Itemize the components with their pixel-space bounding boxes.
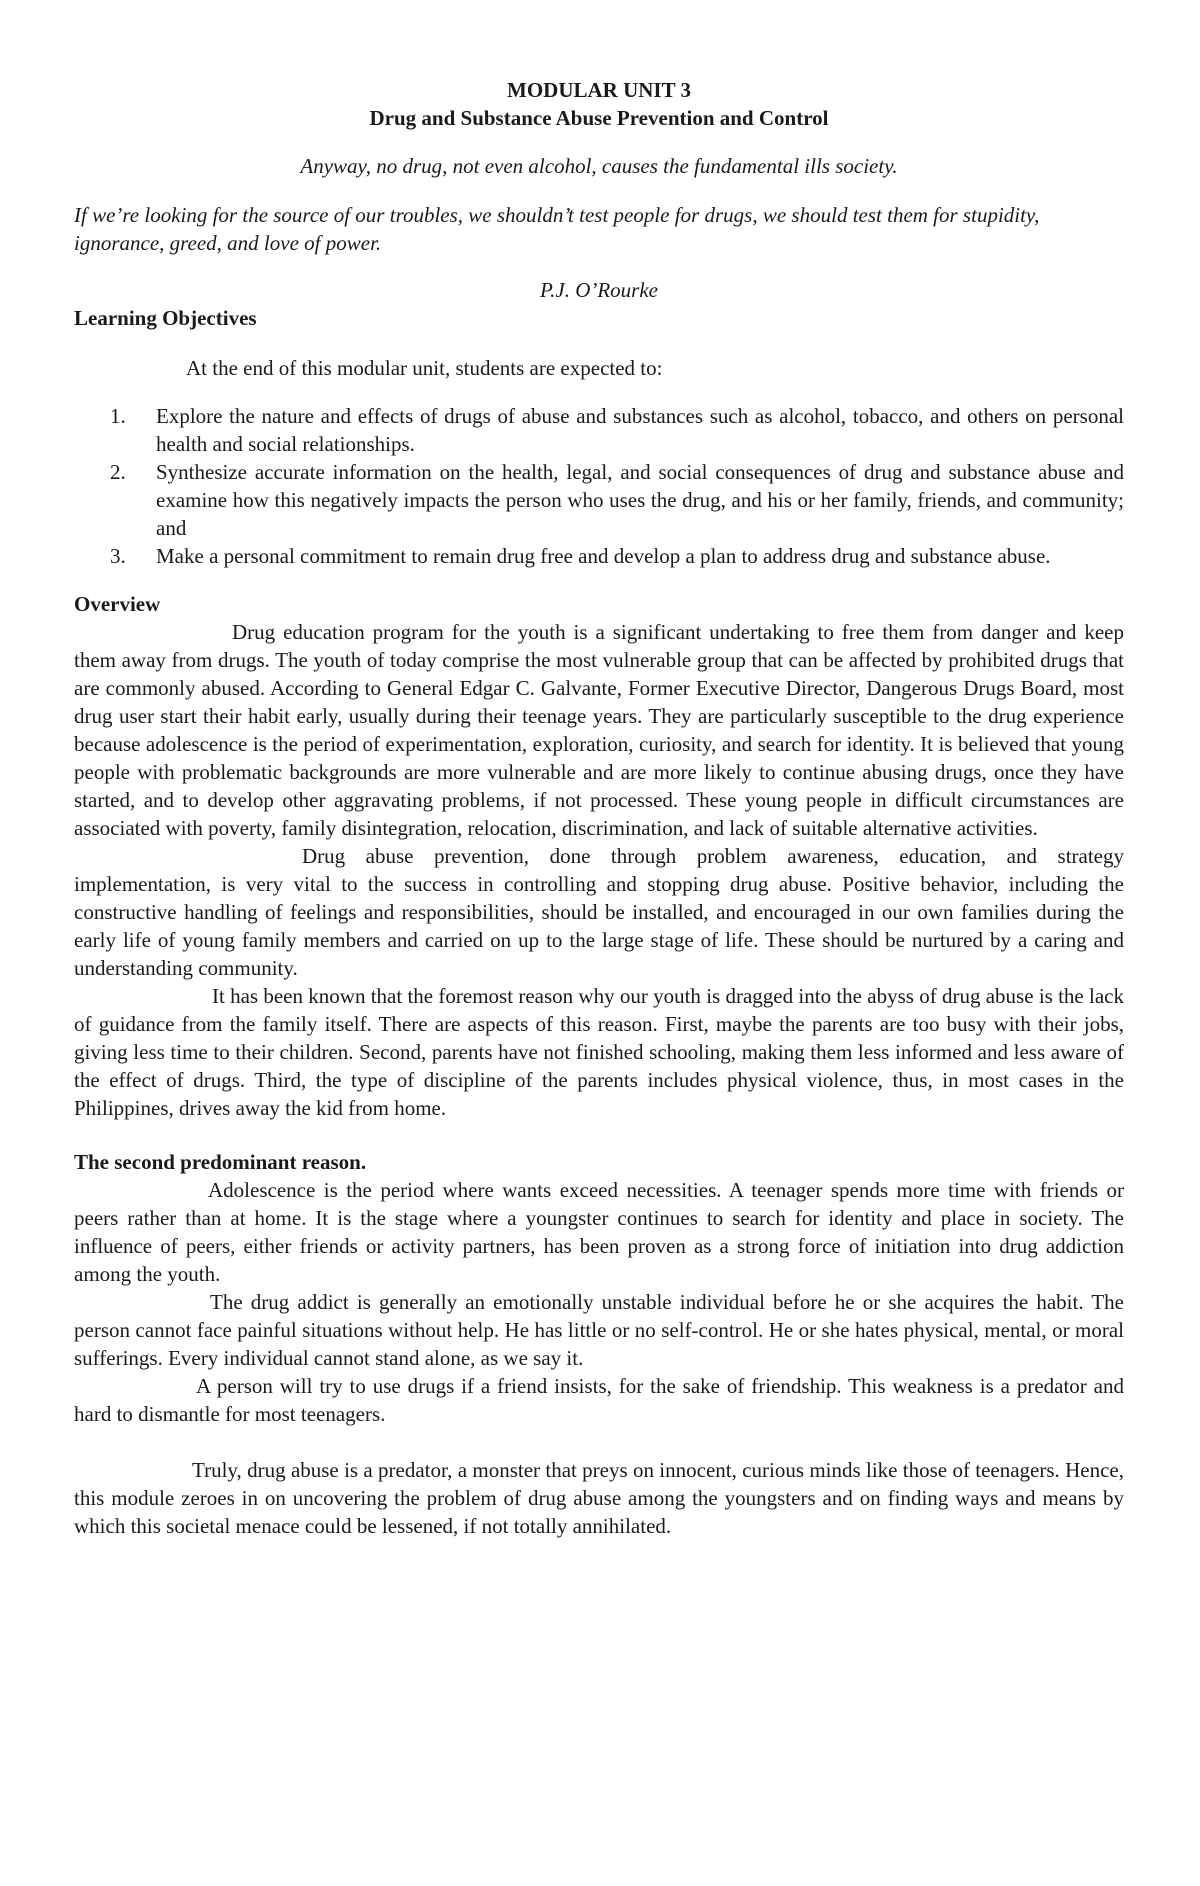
list-item [74,542,1124,570]
list-item [74,402,1124,458]
epigraph-author: P.J. O’Rourke [540,278,658,302]
second-reason-heading: The second predominant reason. [74,1150,367,1174]
objectives-list [74,402,1124,570]
epigraph-line-1: Anyway, no drug, not even alcohol, causes the fundamental ills society. [300,154,898,178]
document-page [74,74,1124,1540]
second-reason-paragraph-1: Adolescence is the period where wants exceed necessities. A teenager spends more time with friends or peers rather than at home. It is the stage where a youngster continues to search for identity and place in society. The influence of peers, either friends or activity partners, has been proven as a strong force of initiation into drug addiction among the youth. [74,1178,1124,1286]
second-reason-paragraph-3: A person will try to use drugs if a friend insists, for the sake of friendship. This weakness is a predator and hard to dismantle for most teenagers. [74,1374,1124,1426]
unit-subtitle: Drug and Substance Abuse Prevention and Control [369,106,829,130]
overview-paragraph-1: Drug education program for the youth is a significant undertaking to free them from danger and keep them away from drugs. The youth of today comprise the most vulnerable group that can be affected by prohibited drugs that are commonly abused. According to General Edgar C. Galvante, Former Executive Director, Dangerous Drugs Board, most drug user start their habit early, usually during their teenage years. They are particularly susceptible to the drug experience because adolescence is the period of experimentation, exploration, curiosity, and search for identity. It is believed that young people with problematic backgrounds are more vulnerable and are more likely to continue abusing drugs, once they have started, and to develop other aggravating problems, if not processed. These young people in difficult circumstances are associated with poverty, family disintegration, relocation, discrimination, and lack of suitable alternative activities. [74,620,1124,840]
list-item-number: 1. [110,404,126,428]
objectives-intro: At the end of this modular unit, students are expected to: [186,356,663,380]
list-item-text: Synthesize accurate information on the health, legal, and social consequences of drug and substance abuse and examine how this negatively impacts the person who uses the drug, and his or her family, friends, and community; and [156,460,1124,540]
list-item-text: Explore the nature and effects of drugs of abuse and substances such as alcohol, tobacco, and others on personal health and social relationships. [156,404,1124,456]
second-reason-paragraph-2: The drug addict is generally an emotionally unstable individual before he or she acquires the habit. The person cannot face painful situations without help. He has little or no self-control. He or she hates physical, mental, or moral sufferings. Every individual cannot stand alone, as we say it. [74,1290,1124,1370]
overview-paragraph-3: It has been known that the foremost reason why our youth is dragged into the abyss of drug abuse is the lack of guidance from the family itself. There are aspects of this reason. First, maybe the parents are too busy with their jobs, giving less time to their children. Second, parents have not finished schooling, making them less informed and less aware of the effect of drugs. Third, the type of discipline of the parents includes physical violence, thus, in most cases in the Philippines, drives away the kid from home. [74,984,1124,1120]
overview-paragraph-2: Drug abuse prevention, done through problem awareness, education, and strategy implementation, is very vital to the success in controlling and stopping drug abuse. Positive behavior, including the constructive handling of feelings and responsibilities, should be installed, and encouraged in our own families during the early life of young family members and carried on up to the large stage of life. These should be nurtured by a caring and understanding community. [74,844,1124,980]
overview-heading: Overview [74,592,161,616]
learning-objectives-heading: Learning Objectives [74,306,257,330]
list-item-text: Make a personal commitment to remain drug free and develop a plan to address drug and substance abuse. [156,544,1051,568]
list-item-number: 3. [110,544,126,568]
unit-title: MODULAR UNIT 3 [507,78,691,102]
list-item [74,458,1124,542]
list-item-number: 2. [110,460,126,484]
epigraph-line-2: If we’re looking for the source of our troubles, we shouldn’t test people for drugs, we should test them for stupidity, ignorance, greed, and love of power. [74,203,1040,255]
second-reason-paragraph-4: Truly, drug abuse is a predator, a monster that preys on innocent, curious minds like those of teenagers. Hence, this module zeroes in on uncovering the problem of drug abuse among the youngsters and on finding ways and means by which this societal menace could be lessened, if not totally annihilated. [74,1458,1124,1538]
